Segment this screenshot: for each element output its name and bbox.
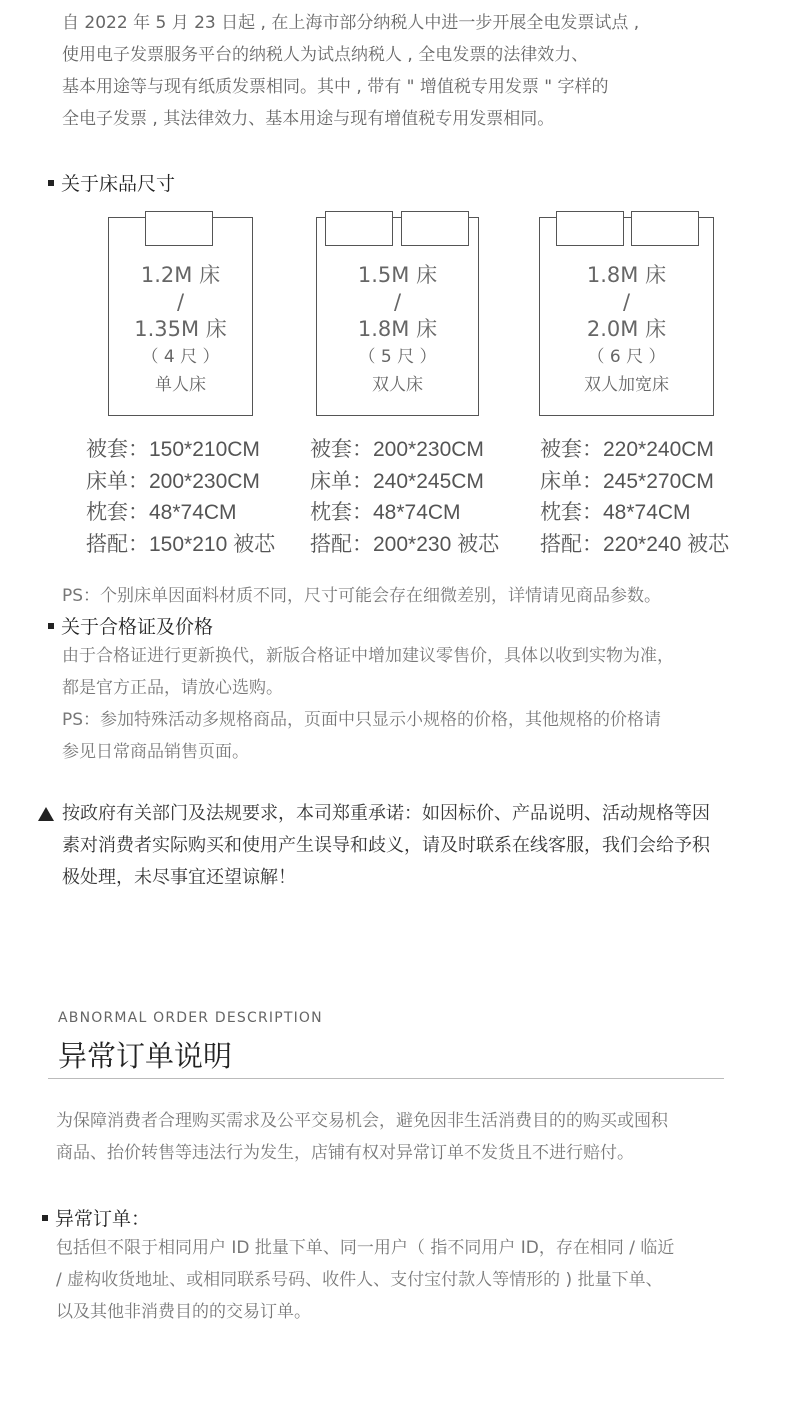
- abnormal-english-title: ABNORMAL ORDER DESCRIPTION: [58, 1010, 323, 1026]
- pillow-icon: [556, 211, 624, 246]
- warning-line: 素对消费者实际购买和使用产生误导和歧义，请及时联系在线客服，我们会给予积: [62, 835, 710, 856]
- spec-pillowcase: 枕套：48*74CM: [540, 501, 691, 524]
- spec-sheet: 床单：245*270CM: [540, 469, 714, 493]
- intro-line: 使用电子发票服务平台的纳税人为试点纳税人 , 全电发票的法律效力、: [62, 45, 589, 65]
- bed-size-line: 1.5M 床: [357, 263, 438, 287]
- section-divider: [48, 1078, 724, 1079]
- bed-size-line: 1.2M 床: [140, 263, 221, 287]
- abnormal-intro-paragraph: [56, 1105, 668, 1169]
- abnormal-intro-line: 为保障消费者合理购买需求及公平交易机会，避免因非生活消费目的的购买或囤积: [56, 1111, 668, 1131]
- bed-label-king: [539, 262, 714, 399]
- bed-size-heading: [48, 169, 175, 196]
- intro-paragraph: [62, 7, 639, 135]
- bed-size-line: 1.35M 床: [134, 317, 227, 341]
- spec-sheet: 床单：240*245CM: [310, 469, 484, 493]
- bed-label-single: [108, 262, 253, 399]
- pillow-icon: [631, 211, 699, 246]
- bed-feet: （ 5 尺 ）: [358, 347, 437, 367]
- abnormal-title: 异常订单说明: [58, 1039, 233, 1073]
- pillow-icon: [401, 211, 469, 246]
- spec-duvet: 被套：220*240CM: [540, 438, 714, 461]
- cert-price-title: 关于合格证及价格: [61, 616, 214, 638]
- bed-size-title: 关于床品尺寸: [61, 173, 176, 195]
- warning-line: 极处理，未尽事宜还望谅解！: [62, 867, 296, 888]
- spec-column-double: [310, 434, 499, 560]
- cert-price-paragraph: [62, 640, 674, 768]
- intro-line: 全电子发票 , 其法律效力、基本用途与现有增值税专用发票相同。: [62, 109, 555, 129]
- bed-label-double: [316, 262, 479, 399]
- pillow-icon: [145, 211, 213, 246]
- cert-price-heading: [48, 612, 213, 639]
- abnormal-order-subtitle: 异常订单：: [55, 1208, 151, 1230]
- abnormal-order-heading: [42, 1204, 150, 1231]
- cert-line: PS：参加特殊活动多规格商品，页面中只显示小规格的价格，其他规格的价格请: [62, 710, 662, 730]
- cert-line: 参见日常商品销售页面。: [62, 742, 249, 762]
- spec-insert: 搭配：200*230 被芯: [310, 532, 500, 556]
- pillow-icon: [325, 211, 393, 246]
- abnormal-order-paragraph: [56, 1232, 674, 1328]
- abnormal-intro-line: 商品、抬价转售等违法行为发生，店铺有权对异常订单不发货且不进行赔付。: [56, 1143, 634, 1163]
- bed-size-line: 2.0M 床: [586, 317, 667, 341]
- bed-size-ps-note: PS：个别床单因面料材质不同，尺寸可能会存在细微差别，详情请见商品参数。: [62, 586, 662, 606]
- bed-type: 单人床: [155, 375, 206, 395]
- bullet-square-icon: [42, 1215, 48, 1221]
- spec-column-king: [540, 434, 729, 560]
- warning-line: 按政府有关部门及法规要求，本司郑重承诺：如因标价、产品说明、活动规格等因: [62, 803, 710, 824]
- bed-size-line: 1.8M 床: [357, 317, 438, 341]
- spec-sheet: 床单：200*230CM: [86, 469, 260, 493]
- warning-triangle-icon: [38, 807, 54, 821]
- bed-feet: （ 4 尺 ）: [141, 347, 220, 367]
- spec-duvet: 被套：200*230CM: [310, 438, 484, 461]
- bed-type: 双人加宽床: [584, 375, 669, 395]
- spec-insert: 搭配：220*240 被芯: [540, 532, 730, 556]
- intro-line: 自 2022 年 5 月 23 日起 , 在上海市部分纳税人中进一步开展全电发票试点 ,: [62, 13, 640, 33]
- bed-size-slash: /: [393, 290, 402, 314]
- abnormal-order-line: 包括但不限于相同用户 ID 批量下单、同一用户（ 指不同用户 ID，存在相同 / 临近: [56, 1238, 675, 1258]
- abnormal-order-line: / 虚构收货地址、或相同联系号码、收件人、支付宝付款人等情形的 ) 批量下单、: [56, 1270, 663, 1290]
- intro-line: 基本用途等与现有纸质发票相同。其中 , 带有 " 增值税专用发票 " 字样的: [62, 77, 609, 97]
- bullet-square-icon: [48, 180, 54, 186]
- bed-type: 双人床: [372, 375, 423, 395]
- cropped-text-line: [62, 0, 682, 4]
- bed-size-slash: /: [176, 290, 185, 314]
- abnormal-order-line: 以及其他非消费目的的交易订单。: [56, 1302, 311, 1322]
- cert-line: 都是官方正品，请放心选购。: [62, 678, 283, 698]
- spec-column-single: [86, 434, 275, 560]
- bullet-square-icon: [48, 623, 54, 629]
- bed-feet: （ 6 尺 ）: [587, 347, 666, 367]
- spec-insert: 搭配：150*210 被芯: [86, 532, 276, 556]
- bed-size-line: 1.8M 床: [586, 263, 667, 287]
- spec-pillowcase: 枕套：48*74CM: [86, 501, 237, 524]
- warning-paragraph: [62, 798, 710, 894]
- spec-pillowcase: 枕套：48*74CM: [310, 501, 461, 524]
- cert-line: 由于合格证进行更新换代，新版合格证中增加建议零售价，具体以收到实物为准，: [62, 646, 674, 666]
- bed-size-slash: /: [622, 290, 631, 314]
- spec-duvet: 被套：150*210CM: [86, 438, 260, 461]
